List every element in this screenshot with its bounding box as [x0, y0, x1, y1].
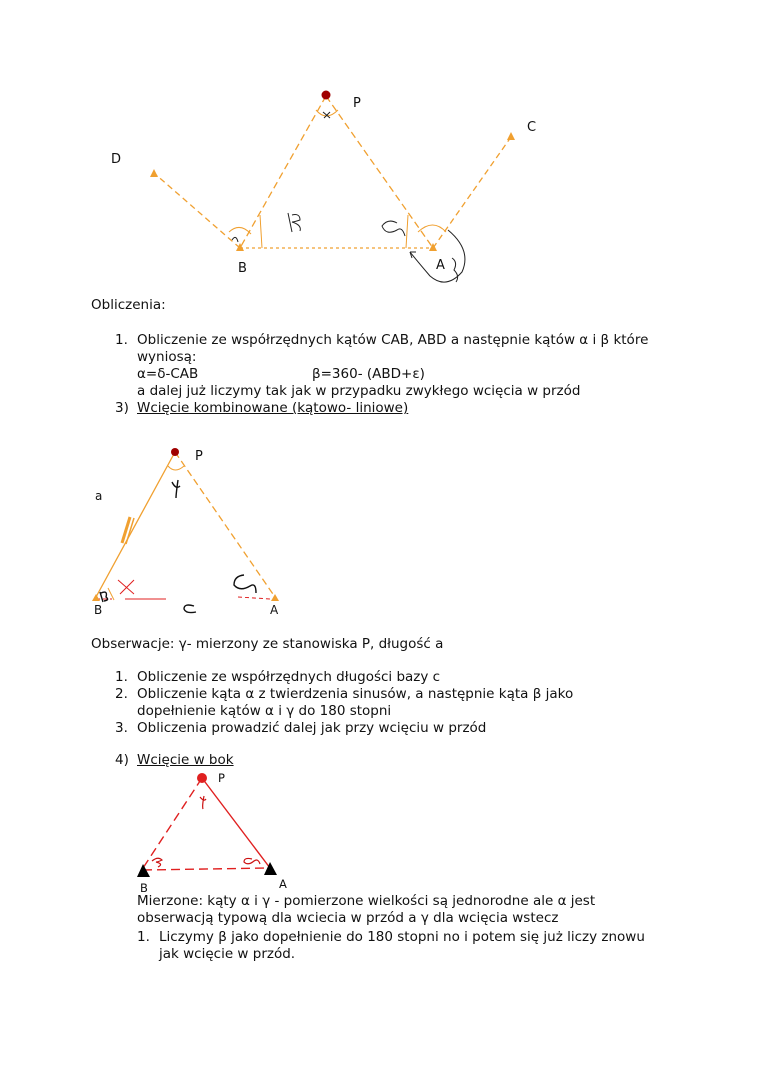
obliczenia-heading: Obliczenia: [91, 297, 166, 313]
section-4-number: 4) [115, 752, 129, 768]
obserwacje-text: Obserwacje: γ- mierzony ze stanowiska P, długość a [91, 636, 444, 652]
list-2-item-3-number: 3. [115, 720, 128, 736]
list-1-item-1-line-1: Obliczenie ze współrzędnych kątów CAB, ABD a następnie kątów α i β które [137, 332, 649, 348]
figure-1-label-a: A [436, 258, 445, 273]
section-4-title: Wcięcie w bok [137, 752, 234, 768]
figure-2-label-p: P [195, 449, 203, 464]
list-2-item-2-line-2: dopełnienie kątów α i γ do 180 stopni [137, 703, 392, 719]
figure-3-label-p: P [218, 771, 225, 785]
figure-3-label-b: B [140, 881, 148, 895]
list-1-item-1-line-4: a dalej już liczymy tak jak w przypadku zwykłego wcięcia w przód [137, 383, 581, 399]
list-2-item-1-text: Obliczenie ze współrzędnych długości bazy c [137, 669, 441, 685]
figure-2-label-a: A [270, 603, 279, 617]
point-c-marker [507, 132, 515, 140]
figure-2-label-b: B [94, 603, 103, 617]
list-1-number: 1. [115, 332, 128, 348]
figure-2-point-p-marker [171, 448, 179, 456]
list-2-item-3-text: Obliczenia prowadzić dalej jak przy wcięciu w przód [137, 720, 487, 736]
list-2-item-2-line-1: Obliczenie kąta α z twierdzenia sinusów, a następnie kąta β jako [137, 686, 574, 702]
figure-3-point-b-marker [137, 864, 150, 877]
list-3-line-2: jak wcięcie w przód. [159, 946, 296, 962]
section-3-title: Wcięcie kombinowane (kątowo- liniowe) [137, 400, 409, 416]
figure-1-combined-resection-diagram [0, 0, 760, 300]
figure-2-label-a-length: a [95, 489, 103, 503]
point-d-marker [150, 169, 158, 177]
figure-3-label-a: A [279, 877, 287, 891]
figure-3-point-a-marker [264, 862, 277, 875]
mierzone-line-1: Mierzone: kąty α i γ - pomierzone wielkości są jednorodne ale α jest [137, 893, 596, 909]
mierzone-line-2: obserwacją typową dla wciecia w przód a γ dla wcięcia wstecz [137, 910, 559, 926]
figure-1-label-b: B [238, 261, 247, 276]
list-2-item-2-number: 2. [115, 686, 128, 702]
figure-1-label-c: C [527, 120, 537, 135]
list-1-item-1-line-2: wyniosą: [137, 349, 197, 365]
figure-1-label-p: P [353, 96, 361, 111]
list-2-item-1-number: 1. [115, 669, 128, 685]
formula-alpha: α=δ-CAB [137, 366, 199, 382]
figure-1-label-d: D [111, 152, 122, 167]
point-p-marker [322, 91, 331, 100]
figure-2-point-b-marker [92, 594, 100, 601]
list-3-number: 1. [137, 929, 150, 945]
figure-2-point-a-marker [271, 594, 279, 601]
formula-beta: β=360- (ABD+ε) [312, 366, 425, 382]
list-3-line-1: Liczymy β jako dopełnienie do 180 stopni no i potem się już liczy znowu [159, 929, 645, 945]
section-3-number: 3) [115, 400, 129, 416]
figure-3-point-p-marker [197, 773, 207, 783]
